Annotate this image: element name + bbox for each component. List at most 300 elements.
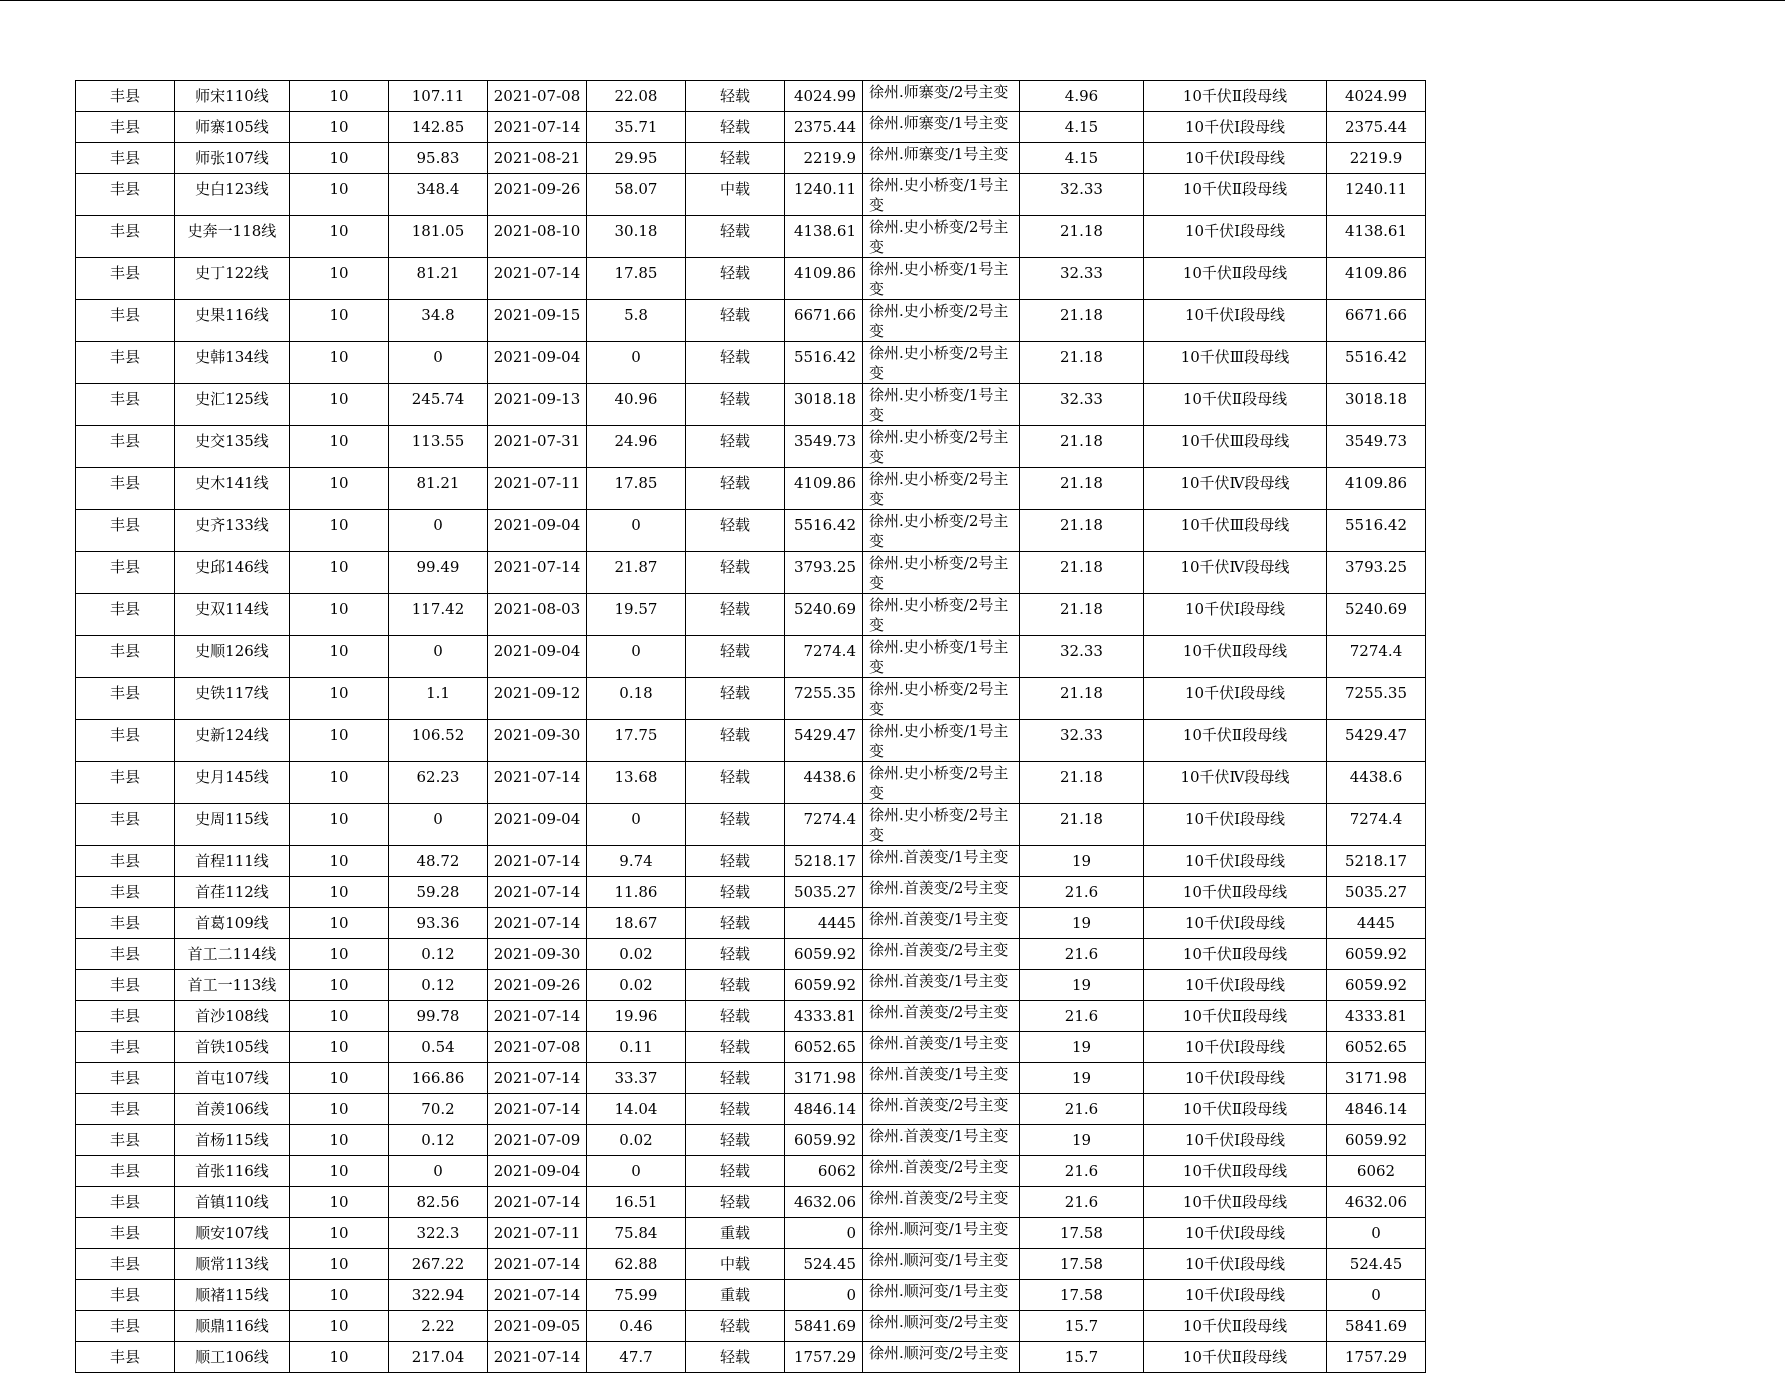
transformer-cell: 徐州.史小桥变/2号主变 bbox=[863, 762, 1020, 804]
county-cell: 丰县 bbox=[76, 384, 175, 426]
voltage-cell: 10 bbox=[290, 1218, 389, 1249]
load-status-cell: 轻载 bbox=[686, 678, 785, 720]
date-cell: 2021-09-13 bbox=[488, 384, 587, 426]
transformer-cell: 徐州.史小桥变/2号主变 bbox=[863, 552, 1020, 594]
transformer-cell: 徐州.史小桥变/2号主变 bbox=[863, 804, 1020, 846]
load-status-cell: 轻载 bbox=[686, 594, 785, 636]
load-status-cell: 轻载 bbox=[686, 846, 785, 877]
date-cell: 2021-07-08 bbox=[488, 81, 587, 112]
load-status-cell: 轻载 bbox=[686, 804, 785, 846]
transformer-load-rate-cell: 15.7 bbox=[1020, 1342, 1144, 1373]
load-rate-cell: 11.86 bbox=[587, 877, 686, 908]
spare-capacity-cell: 0 bbox=[785, 1280, 863, 1311]
voltage-cell: 10 bbox=[290, 258, 389, 300]
load-cell: 181.05 bbox=[389, 216, 488, 258]
busbar-cell: 10千伏Ⅰ段母线 bbox=[1144, 908, 1327, 939]
date-cell: 2021-07-14 bbox=[488, 1249, 587, 1280]
load-status-cell: 轻载 bbox=[686, 468, 785, 510]
transformer-cell: 徐州.师寨变/2号主变 bbox=[863, 81, 1020, 112]
line-name-cell: 首沙108线 bbox=[175, 1001, 290, 1032]
table-row bbox=[76, 81, 1426, 112]
available-capacity-cell: 7274.4 bbox=[1327, 636, 1426, 678]
busbar-cell: 10千伏Ⅱ段母线 bbox=[1144, 1342, 1327, 1373]
county-cell: 丰县 bbox=[76, 216, 175, 258]
date-cell: 2021-09-04 bbox=[488, 636, 587, 678]
line-name-cell: 顺鼎116线 bbox=[175, 1311, 290, 1342]
table-row bbox=[76, 426, 1426, 468]
date-cell: 2021-07-08 bbox=[488, 1032, 587, 1063]
load-cell: 0 bbox=[389, 342, 488, 384]
transformer-load-rate-cell: 32.33 bbox=[1020, 174, 1144, 216]
available-capacity-cell: 5035.27 bbox=[1327, 877, 1426, 908]
transformer-cell: 徐州.史小桥变/2号主变 bbox=[863, 468, 1020, 510]
available-capacity-cell: 524.45 bbox=[1327, 1249, 1426, 1280]
load-rate-cell: 0 bbox=[587, 342, 686, 384]
available-capacity-cell: 0 bbox=[1327, 1280, 1426, 1311]
county-cell: 丰县 bbox=[76, 970, 175, 1001]
county-cell: 丰县 bbox=[76, 1218, 175, 1249]
voltage-cell: 10 bbox=[290, 678, 389, 720]
load-cell: 0.12 bbox=[389, 1125, 488, 1156]
voltage-cell: 10 bbox=[290, 1125, 389, 1156]
voltage-cell: 10 bbox=[290, 970, 389, 1001]
spare-capacity-cell: 4138.61 bbox=[785, 216, 863, 258]
transformer-load-rate-cell: 21.18 bbox=[1020, 762, 1144, 804]
transformer-cell: 徐州.首羡变/1号主变 bbox=[863, 1032, 1020, 1063]
date-cell: 2021-07-14 bbox=[488, 1187, 587, 1218]
transformer-load-rate-cell: 19 bbox=[1020, 846, 1144, 877]
date-cell: 2021-07-14 bbox=[488, 846, 587, 877]
transformer-load-rate-cell: 21.6 bbox=[1020, 939, 1144, 970]
date-cell: 2021-07-14 bbox=[488, 258, 587, 300]
voltage-cell: 10 bbox=[290, 762, 389, 804]
table-row bbox=[76, 846, 1426, 877]
date-cell: 2021-07-14 bbox=[488, 877, 587, 908]
transformer-cell: 徐州.首羡变/1号主变 bbox=[863, 908, 1020, 939]
busbar-cell: 10千伏Ⅲ段母线 bbox=[1144, 510, 1327, 552]
line-name-cell: 史齐133线 bbox=[175, 510, 290, 552]
busbar-cell: 10千伏Ⅳ段母线 bbox=[1144, 552, 1327, 594]
spare-capacity-cell: 6059.92 bbox=[785, 939, 863, 970]
line-name-cell: 顺安107线 bbox=[175, 1218, 290, 1249]
county-cell: 丰县 bbox=[76, 594, 175, 636]
transformer-load-rate-cell: 17.58 bbox=[1020, 1218, 1144, 1249]
table-row bbox=[76, 1156, 1426, 1187]
spare-capacity-cell: 5218.17 bbox=[785, 846, 863, 877]
load-cell: 48.72 bbox=[389, 846, 488, 877]
busbar-cell: 10千伏Ⅰ段母线 bbox=[1144, 678, 1327, 720]
county-cell: 丰县 bbox=[76, 174, 175, 216]
line-name-cell: 首葛109线 bbox=[175, 908, 290, 939]
county-cell: 丰县 bbox=[76, 1063, 175, 1094]
load-cell: 0 bbox=[389, 1156, 488, 1187]
busbar-cell: 10千伏Ⅰ段母线 bbox=[1144, 846, 1327, 877]
busbar-cell: 10千伏Ⅱ段母线 bbox=[1144, 81, 1327, 112]
county-cell: 丰县 bbox=[76, 468, 175, 510]
voltage-cell: 10 bbox=[290, 1187, 389, 1218]
busbar-cell: 10千伏Ⅱ段母线 bbox=[1144, 1001, 1327, 1032]
load-rate-cell: 24.96 bbox=[587, 426, 686, 468]
busbar-cell: 10千伏Ⅱ段母线 bbox=[1144, 384, 1327, 426]
busbar-cell: 10千伏Ⅰ段母线 bbox=[1144, 1063, 1327, 1094]
transformer-load-rate-cell: 21.18 bbox=[1020, 216, 1144, 258]
voltage-cell: 10 bbox=[290, 300, 389, 342]
transformer-load-rate-cell: 32.33 bbox=[1020, 720, 1144, 762]
transformer-load-rate-cell: 4.15 bbox=[1020, 112, 1144, 143]
transformer-cell: 徐州.师寨变/1号主变 bbox=[863, 112, 1020, 143]
transformer-cell: 徐州.史小桥变/2号主变 bbox=[863, 300, 1020, 342]
transformer-load-rate-cell: 4.15 bbox=[1020, 143, 1144, 174]
load-cell: 113.55 bbox=[389, 426, 488, 468]
load-rate-cell: 0 bbox=[587, 636, 686, 678]
table-body bbox=[76, 81, 1426, 1373]
busbar-cell: 10千伏Ⅲ段母线 bbox=[1144, 426, 1327, 468]
table-row bbox=[76, 112, 1426, 143]
voltage-cell: 10 bbox=[290, 720, 389, 762]
load-cell: 107.11 bbox=[389, 81, 488, 112]
voltage-cell: 10 bbox=[290, 552, 389, 594]
table-row bbox=[76, 939, 1426, 970]
load-cell: 34.8 bbox=[389, 300, 488, 342]
load-rate-cell: 21.87 bbox=[587, 552, 686, 594]
load-cell: 81.21 bbox=[389, 468, 488, 510]
line-name-cell: 师张107线 bbox=[175, 143, 290, 174]
available-capacity-cell: 3549.73 bbox=[1327, 426, 1426, 468]
line-name-cell: 史铁117线 bbox=[175, 678, 290, 720]
voltage-cell: 10 bbox=[290, 426, 389, 468]
load-rate-cell: 22.08 bbox=[587, 81, 686, 112]
busbar-cell: 10千伏Ⅱ段母线 bbox=[1144, 1156, 1327, 1187]
spare-capacity-cell: 0 bbox=[785, 1218, 863, 1249]
voltage-cell: 10 bbox=[290, 1032, 389, 1063]
load-rate-cell: 14.04 bbox=[587, 1094, 686, 1125]
load-status-cell: 轻载 bbox=[686, 112, 785, 143]
available-capacity-cell: 5516.42 bbox=[1327, 510, 1426, 552]
line-name-cell: 史木141线 bbox=[175, 468, 290, 510]
load-rate-cell: 0.18 bbox=[587, 678, 686, 720]
voltage-cell: 10 bbox=[290, 939, 389, 970]
county-cell: 丰县 bbox=[76, 258, 175, 300]
line-name-cell: 史新124线 bbox=[175, 720, 290, 762]
transformer-cell: 徐州.首羡变/2号主变 bbox=[863, 939, 1020, 970]
load-status-cell: 轻载 bbox=[686, 1094, 785, 1125]
busbar-cell: 10千伏Ⅰ段母线 bbox=[1144, 1125, 1327, 1156]
spare-capacity-cell: 7255.35 bbox=[785, 678, 863, 720]
date-cell: 2021-07-14 bbox=[488, 552, 587, 594]
transformer-cell: 徐州.史小桥变/1号主变 bbox=[863, 636, 1020, 678]
load-rate-cell: 58.07 bbox=[587, 174, 686, 216]
load-cell: 99.49 bbox=[389, 552, 488, 594]
line-name-cell: 首羡106线 bbox=[175, 1094, 290, 1125]
date-cell: 2021-09-05 bbox=[488, 1311, 587, 1342]
transformer-cell: 徐州.首羡变/1号主变 bbox=[863, 846, 1020, 877]
transformer-load-rate-cell: 21.6 bbox=[1020, 1187, 1144, 1218]
date-cell: 2021-07-31 bbox=[488, 426, 587, 468]
available-capacity-cell: 6059.92 bbox=[1327, 970, 1426, 1001]
county-cell: 丰县 bbox=[76, 678, 175, 720]
spare-capacity-cell: 6052.65 bbox=[785, 1032, 863, 1063]
line-name-cell: 师宋110线 bbox=[175, 81, 290, 112]
load-cell: 217.04 bbox=[389, 1342, 488, 1373]
transformer-load-rate-cell: 19 bbox=[1020, 970, 1144, 1001]
transformer-load-rate-cell: 21.18 bbox=[1020, 678, 1144, 720]
spare-capacity-cell: 524.45 bbox=[785, 1249, 863, 1280]
table-row bbox=[76, 678, 1426, 720]
county-cell: 丰县 bbox=[76, 1001, 175, 1032]
transformer-load-rate-cell: 21.18 bbox=[1020, 594, 1144, 636]
date-cell: 2021-07-14 bbox=[488, 1280, 587, 1311]
transformer-cell: 徐州.师寨变/1号主变 bbox=[863, 143, 1020, 174]
load-status-cell: 轻载 bbox=[686, 552, 785, 594]
transformer-cell: 徐州.顺河变/1号主变 bbox=[863, 1218, 1020, 1249]
load-rate-cell: 40.96 bbox=[587, 384, 686, 426]
spare-capacity-cell: 6671.66 bbox=[785, 300, 863, 342]
voltage-cell: 10 bbox=[290, 804, 389, 846]
load-cell: 106.52 bbox=[389, 720, 488, 762]
load-status-cell: 轻载 bbox=[686, 939, 785, 970]
voltage-cell: 10 bbox=[290, 1001, 389, 1032]
table-row bbox=[76, 300, 1426, 342]
line-name-cell: 史白123线 bbox=[175, 174, 290, 216]
county-cell: 丰县 bbox=[76, 143, 175, 174]
county-cell: 丰县 bbox=[76, 1249, 175, 1280]
busbar-cell: 10千伏Ⅰ段母线 bbox=[1144, 112, 1327, 143]
transformer-cell: 徐州.顺河变/1号主变 bbox=[863, 1249, 1020, 1280]
county-cell: 丰县 bbox=[76, 426, 175, 468]
line-name-cell: 首张116线 bbox=[175, 1156, 290, 1187]
transformer-cell: 徐州.顺河变/2号主变 bbox=[863, 1311, 1020, 1342]
county-cell: 丰县 bbox=[76, 112, 175, 143]
load-status-cell: 重载 bbox=[686, 1280, 785, 1311]
date-cell: 2021-09-30 bbox=[488, 939, 587, 970]
busbar-cell: 10千伏Ⅳ段母线 bbox=[1144, 468, 1327, 510]
available-capacity-cell: 3018.18 bbox=[1327, 384, 1426, 426]
table-row bbox=[76, 762, 1426, 804]
date-cell: 2021-07-11 bbox=[488, 468, 587, 510]
table-row bbox=[76, 384, 1426, 426]
table-row bbox=[76, 1094, 1426, 1125]
spare-capacity-cell: 2375.44 bbox=[785, 112, 863, 143]
spare-capacity-cell: 4438.6 bbox=[785, 762, 863, 804]
transformer-cell: 徐州.史小桥变/2号主变 bbox=[863, 342, 1020, 384]
busbar-cell: 10千伏Ⅱ段母线 bbox=[1144, 939, 1327, 970]
load-rate-cell: 0.46 bbox=[587, 1311, 686, 1342]
date-cell: 2021-09-04 bbox=[488, 342, 587, 384]
load-rate-cell: 62.88 bbox=[587, 1249, 686, 1280]
voltage-cell: 10 bbox=[290, 384, 389, 426]
date-cell: 2021-07-14 bbox=[488, 1342, 587, 1373]
available-capacity-cell: 6671.66 bbox=[1327, 300, 1426, 342]
county-cell: 丰县 bbox=[76, 762, 175, 804]
load-rate-cell: 19.57 bbox=[587, 594, 686, 636]
load-cell: 348.4 bbox=[389, 174, 488, 216]
busbar-cell: 10千伏Ⅱ段母线 bbox=[1144, 720, 1327, 762]
load-cell: 0 bbox=[389, 636, 488, 678]
transformer-load-rate-cell: 21.6 bbox=[1020, 877, 1144, 908]
table-row bbox=[76, 342, 1426, 384]
line-name-cell: 史汇125线 bbox=[175, 384, 290, 426]
date-cell: 2021-07-09 bbox=[488, 1125, 587, 1156]
load-cell: 0.12 bbox=[389, 939, 488, 970]
table-row bbox=[76, 468, 1426, 510]
load-status-cell: 轻载 bbox=[686, 762, 785, 804]
transformer-cell: 徐州.史小桥变/2号主变 bbox=[863, 678, 1020, 720]
transformer-load-rate-cell: 19 bbox=[1020, 1032, 1144, 1063]
line-name-cell: 顺常113线 bbox=[175, 1249, 290, 1280]
voltage-cell: 10 bbox=[290, 1063, 389, 1094]
line-name-cell: 史邱146线 bbox=[175, 552, 290, 594]
county-cell: 丰县 bbox=[76, 510, 175, 552]
transformer-cell: 徐州.史小桥变/1号主变 bbox=[863, 720, 1020, 762]
load-status-cell: 轻载 bbox=[686, 81, 785, 112]
table-row bbox=[76, 594, 1426, 636]
page-top-rule bbox=[0, 0, 1785, 1]
date-cell: 2021-09-04 bbox=[488, 1156, 587, 1187]
county-cell: 丰县 bbox=[76, 939, 175, 970]
transformer-cell: 徐州.首羡变/2号主变 bbox=[863, 1001, 1020, 1032]
load-rate-cell: 19.96 bbox=[587, 1001, 686, 1032]
date-cell: 2021-08-21 bbox=[488, 143, 587, 174]
spare-capacity-cell: 6059.92 bbox=[785, 970, 863, 1001]
table-row bbox=[76, 1001, 1426, 1032]
date-cell: 2021-09-30 bbox=[488, 720, 587, 762]
transformer-load-rate-cell: 19 bbox=[1020, 908, 1144, 939]
voltage-cell: 10 bbox=[290, 1342, 389, 1373]
line-name-cell: 史丁122线 bbox=[175, 258, 290, 300]
transformer-load-rate-cell: 17.58 bbox=[1020, 1249, 1144, 1280]
county-cell: 丰县 bbox=[76, 300, 175, 342]
date-cell: 2021-07-14 bbox=[488, 1063, 587, 1094]
table-row bbox=[76, 258, 1426, 300]
transformer-cell: 徐州.史小桥变/2号主变 bbox=[863, 510, 1020, 552]
line-name-cell: 史奔一118线 bbox=[175, 216, 290, 258]
voltage-cell: 10 bbox=[290, 468, 389, 510]
table-row bbox=[76, 877, 1426, 908]
available-capacity-cell: 5240.69 bbox=[1327, 594, 1426, 636]
load-rate-cell: 5.8 bbox=[587, 300, 686, 342]
spare-capacity-cell: 6059.92 bbox=[785, 1125, 863, 1156]
county-cell: 丰县 bbox=[76, 804, 175, 846]
transformer-load-rate-cell: 19 bbox=[1020, 1125, 1144, 1156]
load-rate-cell: 17.75 bbox=[587, 720, 686, 762]
transformer-load-rate-cell: 19 bbox=[1020, 1063, 1144, 1094]
load-status-cell: 轻载 bbox=[686, 1342, 785, 1373]
voltage-cell: 10 bbox=[290, 846, 389, 877]
transformer-cell: 徐州.首羡变/1号主变 bbox=[863, 970, 1020, 1001]
load-cell: 166.86 bbox=[389, 1063, 488, 1094]
county-cell: 丰县 bbox=[76, 1125, 175, 1156]
date-cell: 2021-09-26 bbox=[488, 174, 587, 216]
available-capacity-cell: 7274.4 bbox=[1327, 804, 1426, 846]
transformer-load-rate-cell: 21.6 bbox=[1020, 1001, 1144, 1032]
line-name-cell: 首工一113线 bbox=[175, 970, 290, 1001]
transformer-load-rate-cell: 21.6 bbox=[1020, 1094, 1144, 1125]
transformer-load-rate-cell: 32.33 bbox=[1020, 384, 1144, 426]
spare-capacity-cell: 2219.9 bbox=[785, 143, 863, 174]
spare-capacity-cell: 4333.81 bbox=[785, 1001, 863, 1032]
available-capacity-cell: 4438.6 bbox=[1327, 762, 1426, 804]
load-status-cell: 轻载 bbox=[686, 720, 785, 762]
line-name-cell: 首镇110线 bbox=[175, 1187, 290, 1218]
load-rate-cell: 0.02 bbox=[587, 970, 686, 1001]
load-status-cell: 中载 bbox=[686, 174, 785, 216]
date-cell: 2021-09-12 bbox=[488, 678, 587, 720]
county-cell: 丰县 bbox=[76, 81, 175, 112]
date-cell: 2021-07-14 bbox=[488, 112, 587, 143]
load-rate-cell: 35.71 bbox=[587, 112, 686, 143]
line-name-cell: 首程111线 bbox=[175, 846, 290, 877]
table-row bbox=[76, 510, 1426, 552]
available-capacity-cell: 4632.06 bbox=[1327, 1187, 1426, 1218]
available-capacity-cell: 6059.92 bbox=[1327, 1125, 1426, 1156]
available-capacity-cell: 4445 bbox=[1327, 908, 1426, 939]
date-cell: 2021-09-15 bbox=[488, 300, 587, 342]
load-cell: 59.28 bbox=[389, 877, 488, 908]
voltage-cell: 10 bbox=[290, 174, 389, 216]
voltage-cell: 10 bbox=[290, 594, 389, 636]
line-name-cell: 首屯107线 bbox=[175, 1063, 290, 1094]
table-row bbox=[76, 1311, 1426, 1342]
load-rate-cell: 16.51 bbox=[587, 1187, 686, 1218]
transformer-load-rate-cell: 21.18 bbox=[1020, 426, 1144, 468]
available-capacity-cell: 5516.42 bbox=[1327, 342, 1426, 384]
spare-capacity-cell: 5516.42 bbox=[785, 342, 863, 384]
load-cell: 267.22 bbox=[389, 1249, 488, 1280]
table-row bbox=[76, 1125, 1426, 1156]
transformer-cell: 徐州.史小桥变/2号主变 bbox=[863, 216, 1020, 258]
spare-capacity-cell: 7274.4 bbox=[785, 804, 863, 846]
load-rate-cell: 0.02 bbox=[587, 1125, 686, 1156]
load-rate-cell: 13.68 bbox=[587, 762, 686, 804]
spare-capacity-cell: 1757.29 bbox=[785, 1342, 863, 1373]
load-cell: 93.36 bbox=[389, 908, 488, 939]
transformer-load-rate-cell: 21.18 bbox=[1020, 804, 1144, 846]
load-status-cell: 轻载 bbox=[686, 877, 785, 908]
transformer-cell: 徐州.史小桥变/2号主变 bbox=[863, 594, 1020, 636]
load-rate-cell: 30.18 bbox=[587, 216, 686, 258]
load-cell: 322.3 bbox=[389, 1218, 488, 1249]
line-name-cell: 史果116线 bbox=[175, 300, 290, 342]
available-capacity-cell: 5218.17 bbox=[1327, 846, 1426, 877]
busbar-cell: 10千伏Ⅱ段母线 bbox=[1144, 877, 1327, 908]
available-capacity-cell: 6062 bbox=[1327, 1156, 1426, 1187]
transformer-load-rate-cell: 4.96 bbox=[1020, 81, 1144, 112]
line-name-cell: 史交135线 bbox=[175, 426, 290, 468]
busbar-cell: 10千伏Ⅰ段母线 bbox=[1144, 143, 1327, 174]
load-status-cell: 轻载 bbox=[686, 1311, 785, 1342]
busbar-cell: 10千伏Ⅱ段母线 bbox=[1144, 1187, 1327, 1218]
load-cell: 62.23 bbox=[389, 762, 488, 804]
transformer-load-rate-cell: 15.7 bbox=[1020, 1311, 1144, 1342]
available-capacity-cell: 4024.99 bbox=[1327, 81, 1426, 112]
spare-capacity-cell: 5841.69 bbox=[785, 1311, 863, 1342]
load-rate-cell: 17.85 bbox=[587, 258, 686, 300]
busbar-cell: 10千伏Ⅰ段母线 bbox=[1144, 300, 1327, 342]
date-cell: 2021-09-04 bbox=[488, 510, 587, 552]
busbar-cell: 10千伏Ⅰ段母线 bbox=[1144, 1249, 1327, 1280]
county-cell: 丰县 bbox=[76, 877, 175, 908]
load-rate-cell: 75.84 bbox=[587, 1218, 686, 1249]
transformer-cell: 徐州.首羡变/2号主变 bbox=[863, 1187, 1020, 1218]
voltage-cell: 10 bbox=[290, 216, 389, 258]
busbar-cell: 10千伏Ⅰ段母线 bbox=[1144, 804, 1327, 846]
available-capacity-cell: 2375.44 bbox=[1327, 112, 1426, 143]
load-cell: 1.1 bbox=[389, 678, 488, 720]
voltage-cell: 10 bbox=[290, 1280, 389, 1311]
county-cell: 丰县 bbox=[76, 1032, 175, 1063]
date-cell: 2021-07-14 bbox=[488, 908, 587, 939]
table-row bbox=[76, 552, 1426, 594]
